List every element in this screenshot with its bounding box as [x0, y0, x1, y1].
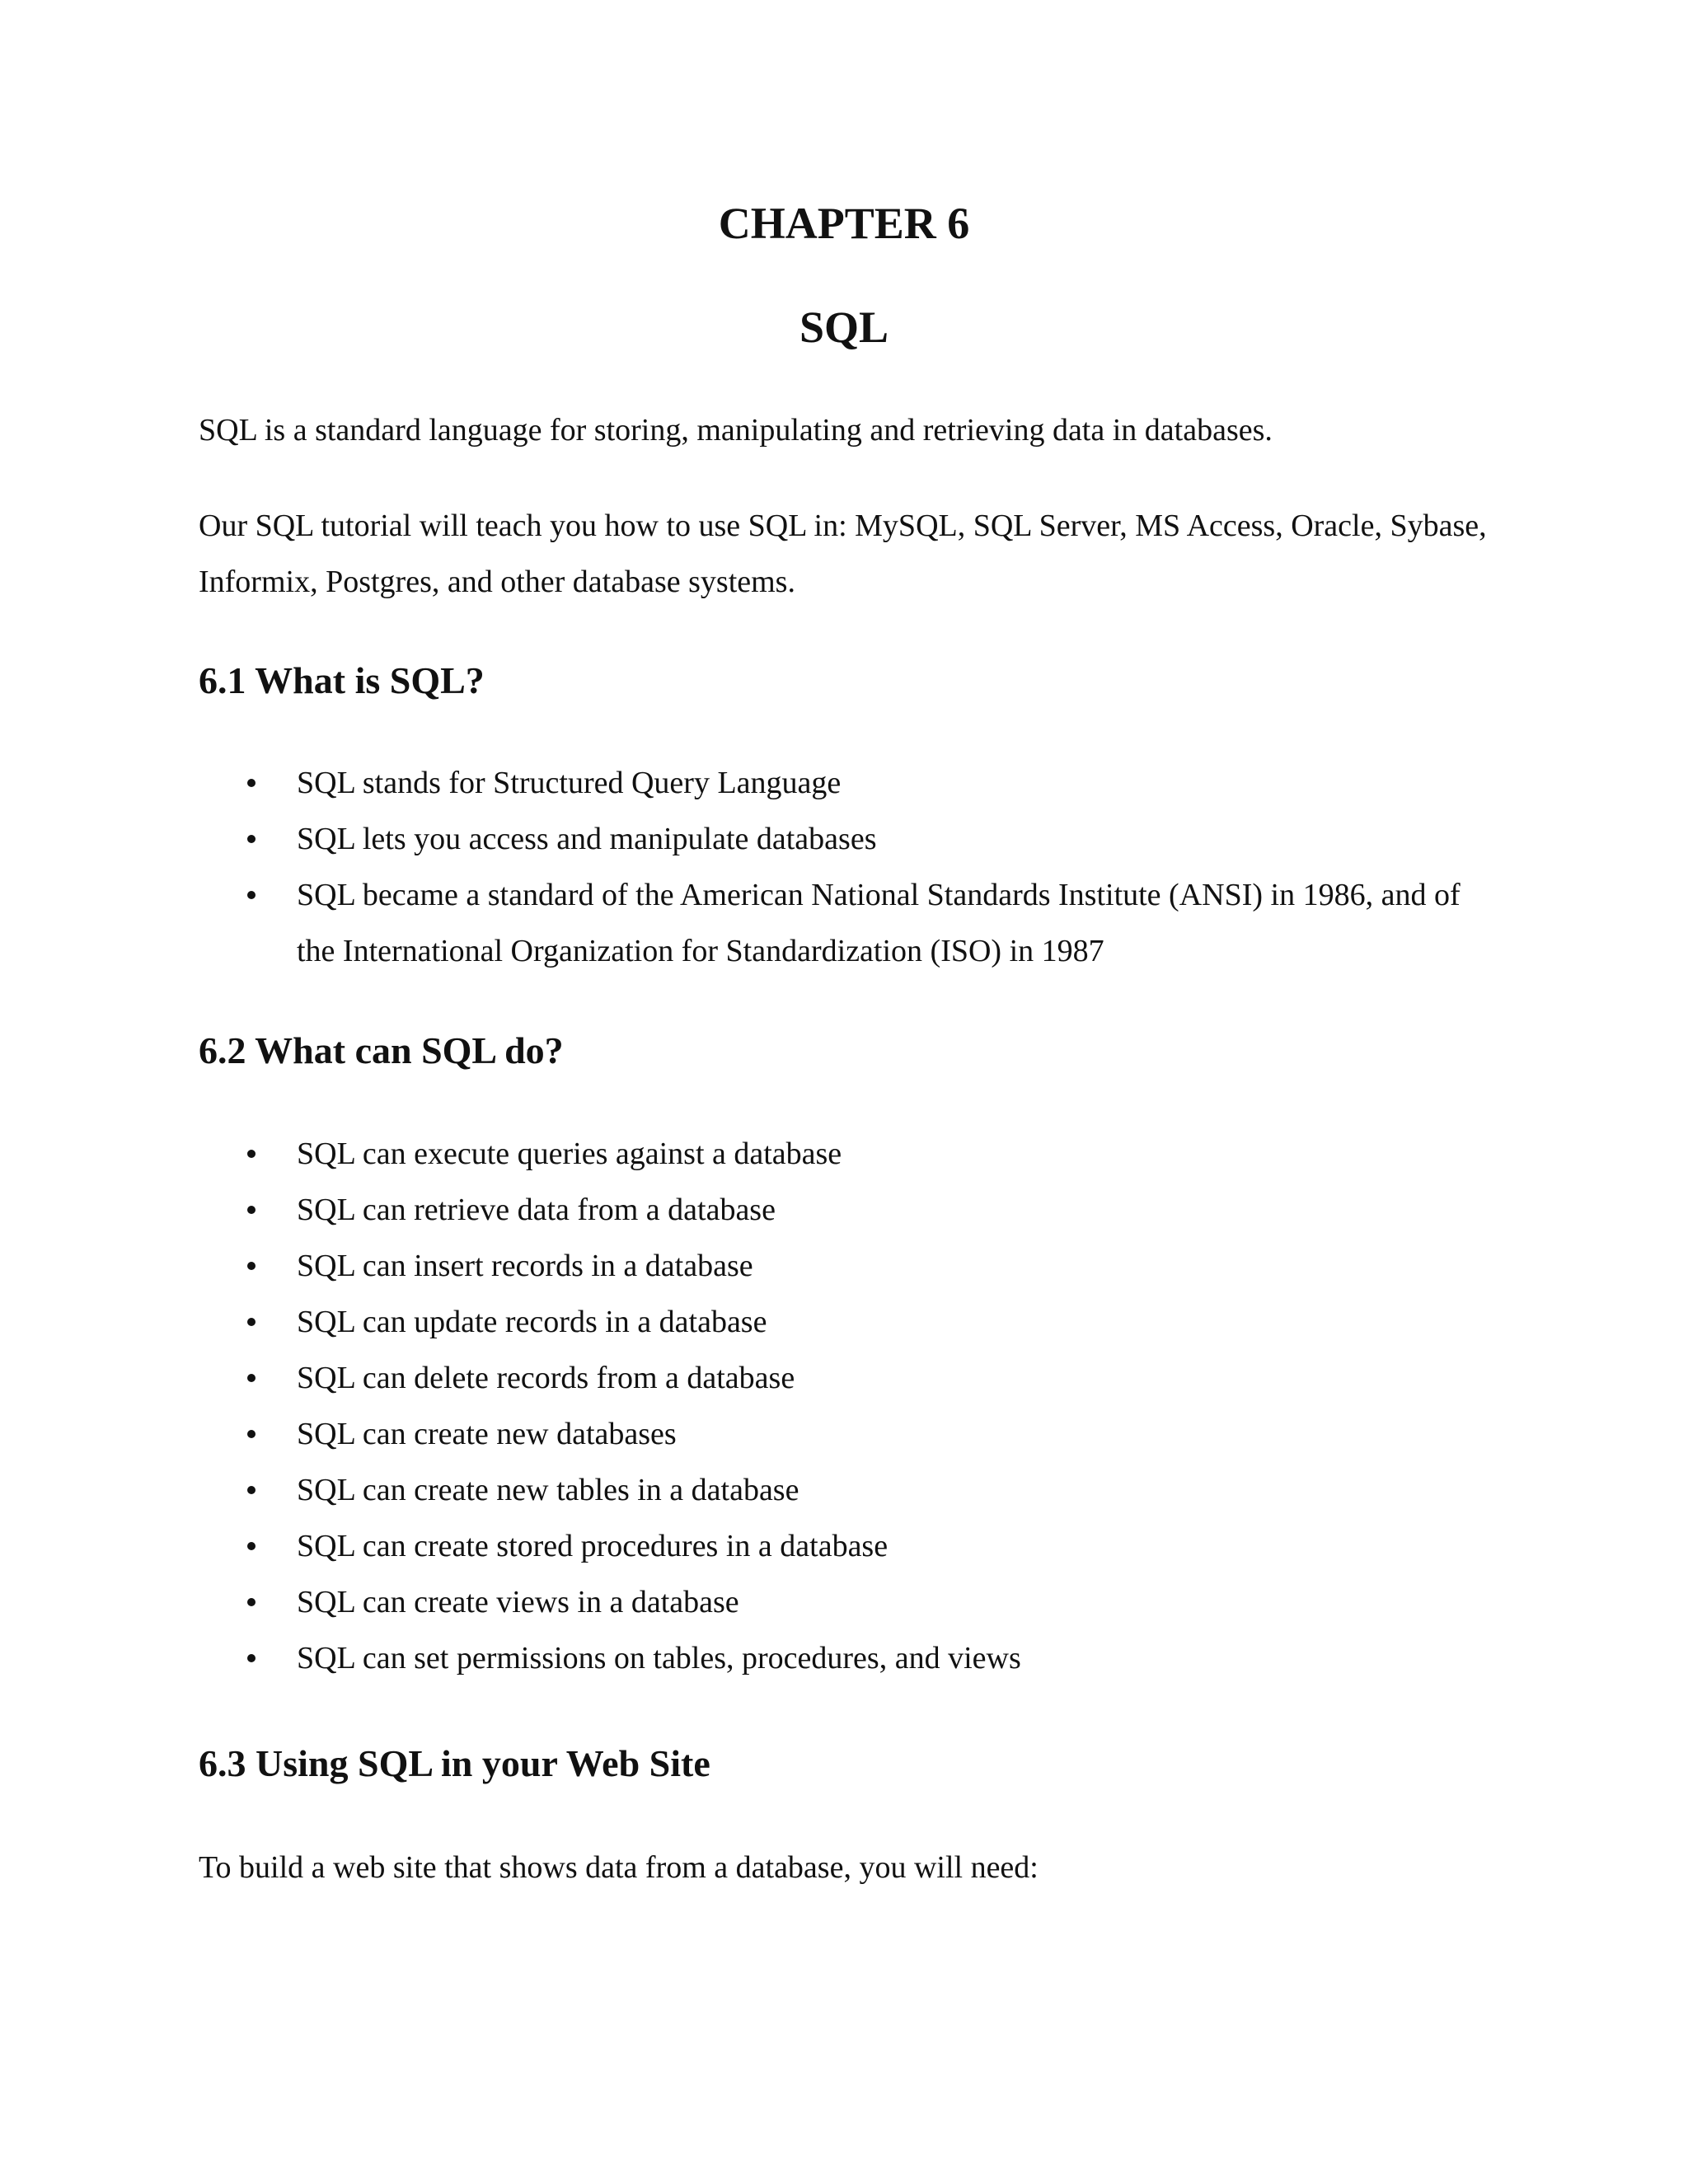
bullet-icon — [247, 1654, 256, 1662]
bullet-icon — [247, 1150, 256, 1158]
list-item — [199, 1238, 1501, 1294]
chapter-title: CHAPTER 6 — [718, 199, 970, 248]
section-heading-what-is-sql: 6.1 What is SQL? — [199, 659, 485, 701]
bullet-icon — [247, 1374, 256, 1382]
list-item — [199, 1350, 1501, 1406]
bullet-icon — [247, 1318, 256, 1326]
list-item-text: SQL can update records in a database — [297, 1305, 767, 1339]
list-item — [199, 755, 1501, 811]
what-is-sql-list — [199, 755, 1501, 979]
list-item — [199, 1126, 1501, 1182]
list-item-text: SQL lets you access and manipulate databases — [297, 822, 877, 856]
list-item-text: SQL can create stored procedures in a database — [297, 1529, 889, 1563]
list-item-text: SQL can create new databases — [297, 1417, 677, 1451]
intro-paragraph-2: Our SQL tutorial will teach you how to use SQL in: MySQL, SQL Server, MS Access, Oracle, Sybase, Informix, Postgres, and other database systems. — [199, 509, 1487, 599]
list-item-text: SQL stands for Structured Query Language — [297, 766, 842, 800]
list-item-text: SQL can retrieve data from a database — [297, 1193, 776, 1227]
bullet-icon — [247, 835, 256, 843]
list-item-text: SQL became a standard of the American National Standards Institute (ANSI) in 1986, and of the International Organization for Standardization (ISO) in 1987 — [297, 878, 1461, 968]
list-item — [199, 1406, 1501, 1462]
list-item — [199, 1462, 1501, 1518]
bullet-icon — [247, 891, 256, 899]
list-item — [199, 1518, 1501, 1574]
bullet-icon — [247, 1542, 256, 1550]
bullet-icon — [247, 1206, 256, 1214]
list-item-text: SQL can create views in a database — [297, 1585, 739, 1619]
bullet-icon — [247, 1430, 256, 1438]
list-item — [199, 1574, 1501, 1630]
list-item-text: SQL can create new tables in a database — [297, 1473, 799, 1507]
chapter-subtitle: SQL — [799, 302, 889, 352]
list-item — [199, 811, 1501, 867]
section-heading-using-sql-web-site: 6.3 Using SQL in your Web Site — [199, 1742, 710, 1784]
list-item-text: SQL can delete records from a database — [297, 1361, 795, 1395]
list-item — [199, 867, 1501, 979]
web-site-paragraph: To build a web site that shows data from a database, you will need: — [199, 1850, 1039, 1885]
what-can-sql-do-list — [199, 1126, 1501, 1686]
list-item-text: SQL can execute queries against a database — [297, 1137, 842, 1171]
list-item-text: SQL can insert records in a database — [297, 1249, 753, 1283]
intro-paragraph-1: SQL is a standard language for storing, manipulating and retrieving data in databases. — [199, 413, 1273, 448]
section-heading-what-can-sql-do: 6.2 What can SQL do? — [199, 1029, 564, 1071]
list-item — [199, 1182, 1501, 1238]
bullet-icon — [247, 1598, 256, 1606]
bullet-icon — [247, 1486, 256, 1494]
list-item — [199, 1294, 1501, 1350]
list-item — [199, 1630, 1501, 1686]
bullet-icon — [247, 779, 256, 787]
bullet-icon — [247, 1262, 256, 1270]
list-item-text: SQL can set permissions on tables, procedures, and views — [297, 1641, 1021, 1675]
